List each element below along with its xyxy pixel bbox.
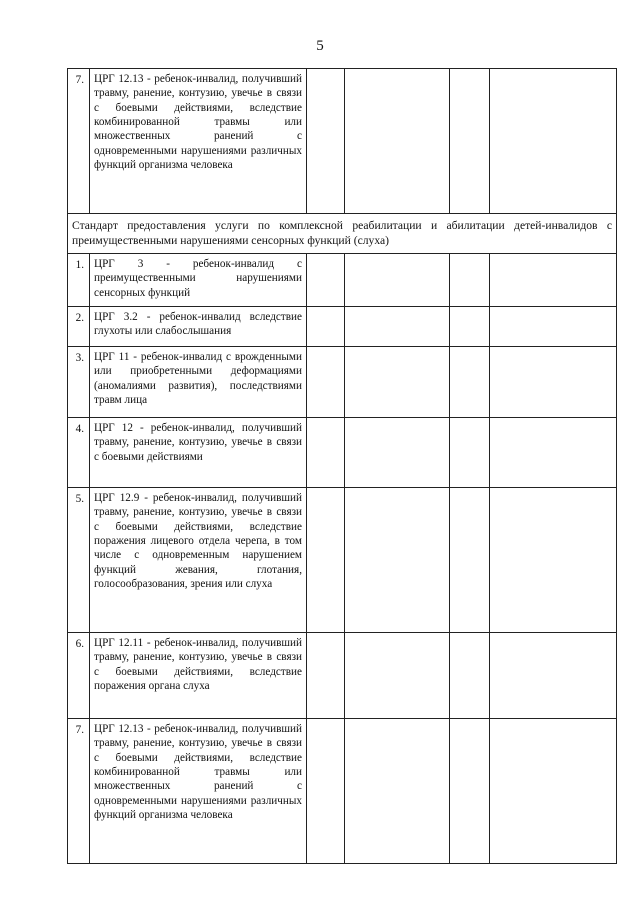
empty-cell (307, 633, 345, 719)
empty-cell (307, 254, 345, 307)
row-number: 6. (68, 633, 90, 719)
row-description: ЦРГ 12.9 - ребенок-инвалид, получивший травму, ранение, контузию, увечье в связи с боевыми действиями, вследствие поражения лицевого отдела черепа, в том числе с одновременным нарушением функций жевания, глотания, голосообразования, зрения или слуха (94, 492, 302, 591)
empty-cell (490, 254, 617, 307)
row-description-cell (90, 307, 307, 347)
row-number: 1. (68, 254, 90, 307)
empty-cell (450, 633, 490, 719)
empty-cell (307, 347, 345, 418)
empty-cell (450, 69, 490, 214)
empty-cell (307, 488, 345, 633)
empty-cell (307, 418, 345, 488)
table-row (68, 254, 617, 307)
row-description: ЦРГ 3.2 - ребенок-инвалид вследствие глухоты или слабослышания (94, 311, 302, 338)
row-description: ЦРГ 12 - ребенок-инвалид, получивший травму, ранение, контузию, увечье в связи с боевыми действиями (94, 422, 302, 463)
row-description: ЦРГ 11 - ребенок-инвалид с врожденными или приобретенными деформациями (аномалиями развития), последствиями травм лица (94, 351, 302, 407)
row-description-cell (90, 347, 307, 418)
empty-cell (490, 719, 617, 864)
empty-cell (450, 307, 490, 347)
row-number: 5. (68, 488, 90, 633)
empty-cell (490, 418, 617, 488)
row-description-cell (90, 488, 307, 633)
table-row (68, 418, 617, 488)
table-row (68, 307, 617, 347)
row-description-cell (90, 69, 307, 214)
table-row (68, 719, 617, 864)
empty-cell (345, 488, 450, 633)
row-description: ЦРГ 3 - ребенок-инвалид с преимущественными нарушениями сенсорных функций (94, 258, 302, 299)
row-number: 2. (68, 307, 90, 347)
page-number: 5 (316, 38, 324, 54)
row-description: ЦРГ 12.13 - ребенок-инвалид, получивший травму, ранение, контузию, увечье в связи с боевыми действиями, вследствие комбинированной травмы или множественных ранений с одновременными нарушениями различных функций организма человека (94, 723, 302, 822)
empty-cell (345, 418, 450, 488)
row-description-cell (90, 418, 307, 488)
row-number: 3. (68, 347, 90, 418)
empty-cell (345, 69, 450, 214)
empty-cell (345, 633, 450, 719)
table-row (68, 488, 617, 633)
row-description-cell (90, 254, 307, 307)
empty-cell (345, 347, 450, 418)
empty-cell (450, 347, 490, 418)
empty-cell (345, 719, 450, 864)
empty-cell (450, 719, 490, 864)
row-description-cell (90, 719, 307, 864)
empty-cell (450, 418, 490, 488)
empty-cell (450, 254, 490, 307)
row-number: 4. (68, 418, 90, 488)
row-description: ЦРГ 12.13 - ребенок-инвалид, получивший травму, ранение, контузию, увечье в связи с боевыми действиями, вследствие комбинированной травмы или множественных ранений с одновременными нарушениями различных функций организма человека (94, 73, 302, 171)
standards-table (67, 68, 617, 864)
empty-cell (307, 307, 345, 347)
empty-cell (450, 488, 490, 633)
empty-cell (490, 307, 617, 347)
table-row (68, 633, 617, 719)
table-row (68, 347, 617, 418)
empty-cell (345, 307, 450, 347)
empty-cell (307, 719, 345, 864)
row-description: ЦРГ 12.11 - ребенок-инвалид, получивший травму, ранение, контузию, увечье в связи с боевыми действиями, вследствие поражения органа слуха (94, 637, 302, 693)
section-title: Стандарт предоставления услуги по комплексной реабилитации и абилитации детей-инвалидов с преимущественными нарушениями сенсорных функций (слуха) (72, 219, 612, 248)
row-number: 7. (68, 719, 90, 864)
empty-cell (490, 488, 617, 633)
empty-cell (490, 347, 617, 418)
row-number: 7. (68, 69, 90, 214)
table-row (68, 69, 617, 214)
section-title-cell (68, 214, 617, 254)
empty-cell (307, 69, 345, 214)
row-description-cell (90, 633, 307, 719)
empty-cell (490, 633, 617, 719)
empty-cell (490, 69, 617, 214)
section-row (68, 214, 617, 254)
empty-cell (345, 254, 450, 307)
